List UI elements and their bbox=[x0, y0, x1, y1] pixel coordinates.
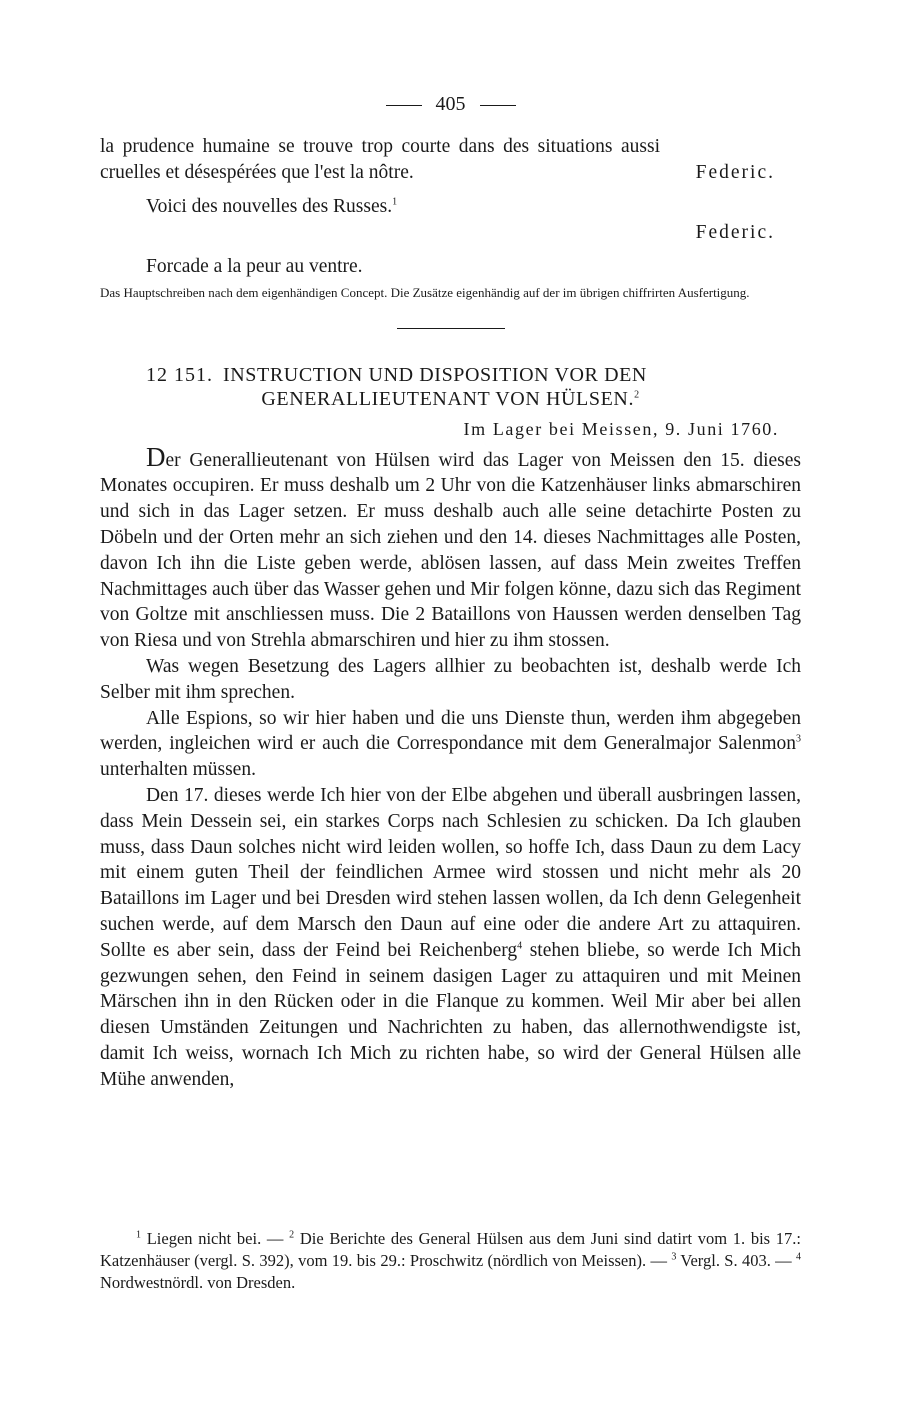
body-text bbox=[100, 441, 801, 1093]
footnote-3-text: Vergl. S. 403. — bbox=[680, 1251, 792, 1270]
dateline: Im Lager bei Meissen, 9. Juni 1760. bbox=[463, 418, 779, 439]
paragraph-3-text-b: unterhalten müssen. bbox=[100, 759, 256, 781]
letter-continuation bbox=[100, 134, 801, 302]
footnote-2-text: Die Berichte des General Hülsen aus dem Juni sind datirt vom 1. bis 17.: Katzenhäuser (vergl. S. 392), vom 19. bis 29.: Proschwitz (nördlich von Meissen). — bbox=[100, 1229, 802, 1270]
footnote-2-mark: 2 bbox=[289, 1229, 295, 1241]
paragraph-1-text: er Generallieutenant von Hülsen wird das Lager von Meissen den 15. dieses Monates occupiren. Er muss deshalb um 2 Uhr von die Katzenhäuser links abmarschiren und sich in das Lager setzen. Er muss deshalb auch alle seine detachirte Posten zu Döbeln und der Orten mehr an sich ziehen und den 14. dieses Nachmittages alle Posten, davon Ich ihn die Liste geben werde, ablösen lassen, auf dass Mein zweites Treffen Nachmittages auch über das Wasser gehen und Mir folgen könne, dazu sich das Regiment von Goltze mit anschliessen muss. Die 2 Bataillons von Haussen werden denselben Tag von Riesa und von Strehla abmarschiren und hier zu ihm stossen. bbox=[100, 449, 801, 652]
paragraph-3 bbox=[100, 706, 801, 783]
footnote-3-mark: 3 bbox=[671, 1251, 677, 1263]
signature-2: Federic. bbox=[695, 221, 775, 243]
paragraph-2: Was wegen Besetzung des Lagers allhier zu beobachten ist, deshalb werde Ich Selber mit ihm sprechen. bbox=[100, 655, 801, 703]
footnote-4-mark: 4 bbox=[796, 1251, 802, 1263]
footnote-ref-1: 1 bbox=[392, 196, 398, 208]
closing-row bbox=[100, 134, 801, 186]
right-dash bbox=[480, 105, 516, 106]
footnote-ref-4: 4 bbox=[517, 940, 523, 952]
document-heading bbox=[100, 363, 801, 411]
paragraph-3-text-a: Alle Espions, so wir hier haben und die uns Dienste thun, werden ihm abgegeben werden, ingleichen wird er auch die Correspondance mit dem Generalmajor Salenmon bbox=[100, 707, 801, 755]
page-number: 405 bbox=[435, 93, 466, 115]
heading-line-1 bbox=[100, 363, 801, 387]
document-number: 12 151. bbox=[146, 363, 213, 386]
paragraph-1-initial: D bbox=[146, 441, 166, 472]
heading-line-2 bbox=[100, 387, 801, 411]
postscript-2: Forcade a la peur au ventre. bbox=[146, 255, 363, 277]
paragraph-4-text-a: Den 17. dieses werde Ich hier von der Elbe abgehen und überall ausbringen lassen, dass Mein Dessein sei, ein starkes Corps nach Schlesien zu schicken. Da Ich glauben muss, dass Daun solches nicht wird leiden wollen, so hoffe Ich, dass Daun zu dem Lacy mit einem guten Theil der feindlichen Armee wird stossen und nicht mehr als 20 Bataillons im Lager und bei Dresden wird stehen lassen wollen, da Ich denn Gelegenheit suchen werde, auf dem Marsch den Daun auf eine oder die andere Art zu attaquiren. Sollte es aber sein, dass der Feind bei Reichenberg bbox=[100, 784, 801, 961]
footnote-1-mark: 1 bbox=[136, 1229, 141, 1241]
postscript-1 bbox=[100, 194, 801, 220]
paragraph-1 bbox=[100, 441, 801, 654]
paragraph-4 bbox=[100, 783, 801, 1093]
closing-text: la prudence humaine se trouve trop courte dans des situations aussi cruelles et désespérées que l'est la nôtre. bbox=[100, 136, 660, 183]
left-dash bbox=[386, 105, 422, 106]
heading-title-1: INSTRUCTION UND DISPOSITION VOR DEN bbox=[223, 363, 647, 386]
source-note: Das Hauptschreiben nach dem eigenhändigen Concept. Die Zusätze eigenhändig auf der im übrigen chiffrirten Ausfertigung. bbox=[100, 284, 750, 300]
postscript-1-text: Voici des nouvelles des Russes. bbox=[146, 196, 393, 217]
page-number-line bbox=[100, 90, 801, 118]
footnote-3 bbox=[671, 1251, 791, 1270]
footnote-ref-3: 3 bbox=[796, 733, 801, 745]
footnote-4-text: Nordwestnördl. von Dresden. bbox=[100, 1273, 296, 1292]
section-divider bbox=[397, 328, 505, 329]
footnote-1 bbox=[100, 1229, 283, 1248]
heading-title-2: GENERALLIEUTENANT VON HÜLSEN. bbox=[261, 387, 635, 410]
page-content bbox=[100, 90, 801, 1093]
signature-1: Federic. bbox=[695, 162, 775, 183]
paragraph-4-text-b: stehen bliebe, so werde Ich Mich gezwungen sehen, den Feind in seinem dasigen Lager zu attaquiren und mit Meinen Märschen ihn in den Rücken oder in die Flanque zu kommen. Weil Mir aber bei allen diesen Umständen Zeitungen und Nachrichten zu haben, das allernothwendigste ist, damit Ich weiss, wornach Ich Mich zu richten habe, so wird der General Hülsen alle Mühe anwenden, bbox=[100, 939, 801, 1090]
footnote-ref-2: 2 bbox=[634, 388, 640, 400]
footnotes bbox=[100, 1228, 801, 1294]
footnote-1-text: Liegen nicht bei. — bbox=[146, 1229, 284, 1248]
